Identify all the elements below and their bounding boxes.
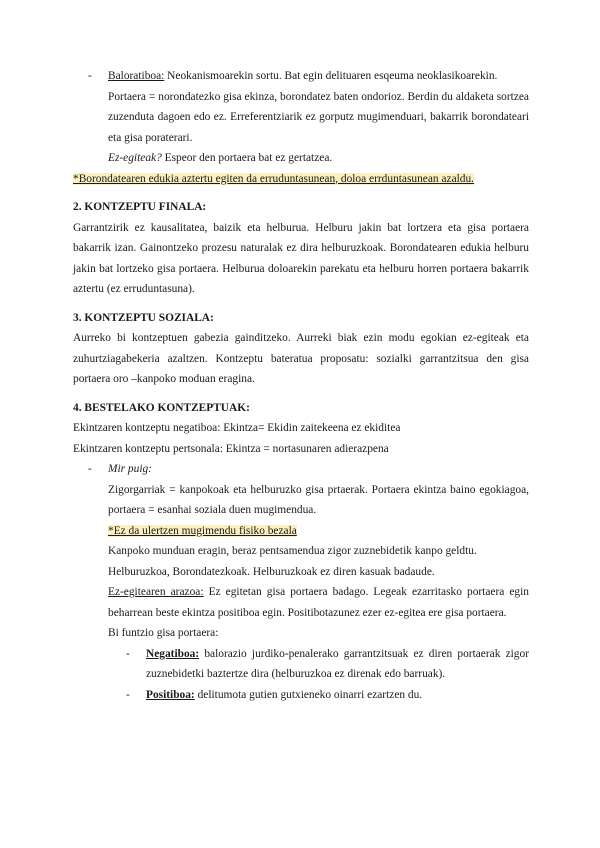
section-3-title: 3. KONTZEPTU SOZIALA: [73,311,214,324]
ez-egiteak-answer: Espeor den portaera bat ez gertatzea. [161,152,333,164]
section-4-line2: Ekintzaren kontzeptu pertsonala: Ekintza = nortasunaren adierazpena [73,442,389,455]
mir-highlight [108,521,529,542]
positiboa-term: Positiboa: [146,688,195,701]
spacer [73,189,529,197]
section-3-text: Aurreko bi kontzeptuen gabezia gainditzeko. Aurreki biak ezin modu egokian ez-egiteak eta zuhurtziagabekeria azaltzen. Kontzeptu bateratua proposatu: sozialki garrantzitsua den gisa portaera oro –kanpoko moduan eragina. [73,332,529,385]
ez-egiteak-line [108,148,529,169]
baloratiboa-first-line [108,66,529,87]
ez-egiteak-question: Ez-egiteak? [108,152,162,164]
bullet-body [108,66,529,169]
mir-problem [108,582,529,623]
baloratiboa-body: Portaera = norondatezko gisa ekinza, borondatez baten ondorioz. Berdin du aldaketa sortzea zuzenduta dagoen edo ez. Erreferentziarik ez gorputz mugimenduari, bakarrik borondateari eta gisa poraterari. [108,90,529,144]
baloratiboa-line1: Neokanismoarekin sortu. Bat egin delituaren esqeuma neoklasikoarekin. [164,70,498,82]
mir-functions-intro: Bi funtzio gisa portaera: [108,627,219,639]
negatiboa-text: balorazio jurdiko-penalerako garrantzitsuak ez diren portaerak zigor zuznebidetki baztertze dira (helburuzkoa ez direnak edo barruak). [146,647,529,680]
positiboa-bullet [73,685,529,706]
document-page [73,66,529,705]
section-2-text: Garrantzirik ez kausalitatea, baizik eta helburua. Helburu jakin bat lortzera eta gisa portaera bakarrik izan. Gainontzeko prozesu naturalak ez dira helburuzkoak. Borondatearen edukia helburu jakin bat lortzeko gisa portaera. Helburua doloarekin parekatu eta helburu horren portaera bakarrik aztertu (ez erruduntasuna). [73,221,529,295]
spacer [73,390,529,398]
section-2-title: 2. KONTZEPTU FINALA: [73,201,207,213]
positiboa-body [146,685,529,706]
bullet-dash: - [88,463,92,475]
positiboa-text: delitumota gutien gutxieneko oinarri ezartzen du. [194,688,423,701]
baloratiboa-bullet [73,66,529,169]
spacer [73,300,529,308]
mir-text-1: Zigorgarriak = kanpokoak eta helburuzko gisa prtaerak. Portaera ekintza baino egokiagoa, portaera = esanhai soziala duen mugimendua. [108,483,529,516]
mir-problem-text: Ez egitetan gisa portaera badago. Legeak ezarritasko portaera egin beharrean beste ekintza positiboa egin. Positibotazunez ezer ez-egitea ere gisa portaera. [108,586,529,619]
section-4-line1: Ekintzaren kontzeptu negatiboa: Ekintza= Ekidin zaitekeena ez ekiditea [73,422,401,434]
mir-highlight-text: *Ez da ulertzen mugimendu fisiko bezala [108,524,297,537]
bullet-dash: - [88,70,92,82]
mir-text-3: Helburuzkoa, Borondatezkoak. Helburuzkoak ez diren kasuak badaude. [108,565,435,578]
bullet-body [108,459,529,644]
negatiboa-term: Negatiboa: [146,647,200,660]
baloratiboa-term: Baloratiboa: [108,70,165,82]
highlight-text-1: *Borondatearen edukia aztertu egiten da erruduntasunean, doloa errduntasunean azaldu. [73,172,475,185]
bullet-dash: - [126,647,130,660]
mir-puig-label-text: Mir puig: [108,463,152,475]
section-4-title: 4. BESTELAKO KONTZEPTUAK: [73,401,250,414]
mir-problem-term: Ez-egitearen arazoa: [108,586,204,598]
bullet-dash: - [126,688,130,701]
highlight-note-1 [73,169,529,190]
negatiboa-body [146,644,529,685]
mir-text-2: Kanpoko munduan eragin, beraz pentsamendua zigor zuznebidetik kanpo geldtu. [108,545,477,557]
mir-puig-bullet [73,459,529,644]
negatiboa-bullet [73,644,529,685]
mir-puig-label [108,459,529,480]
